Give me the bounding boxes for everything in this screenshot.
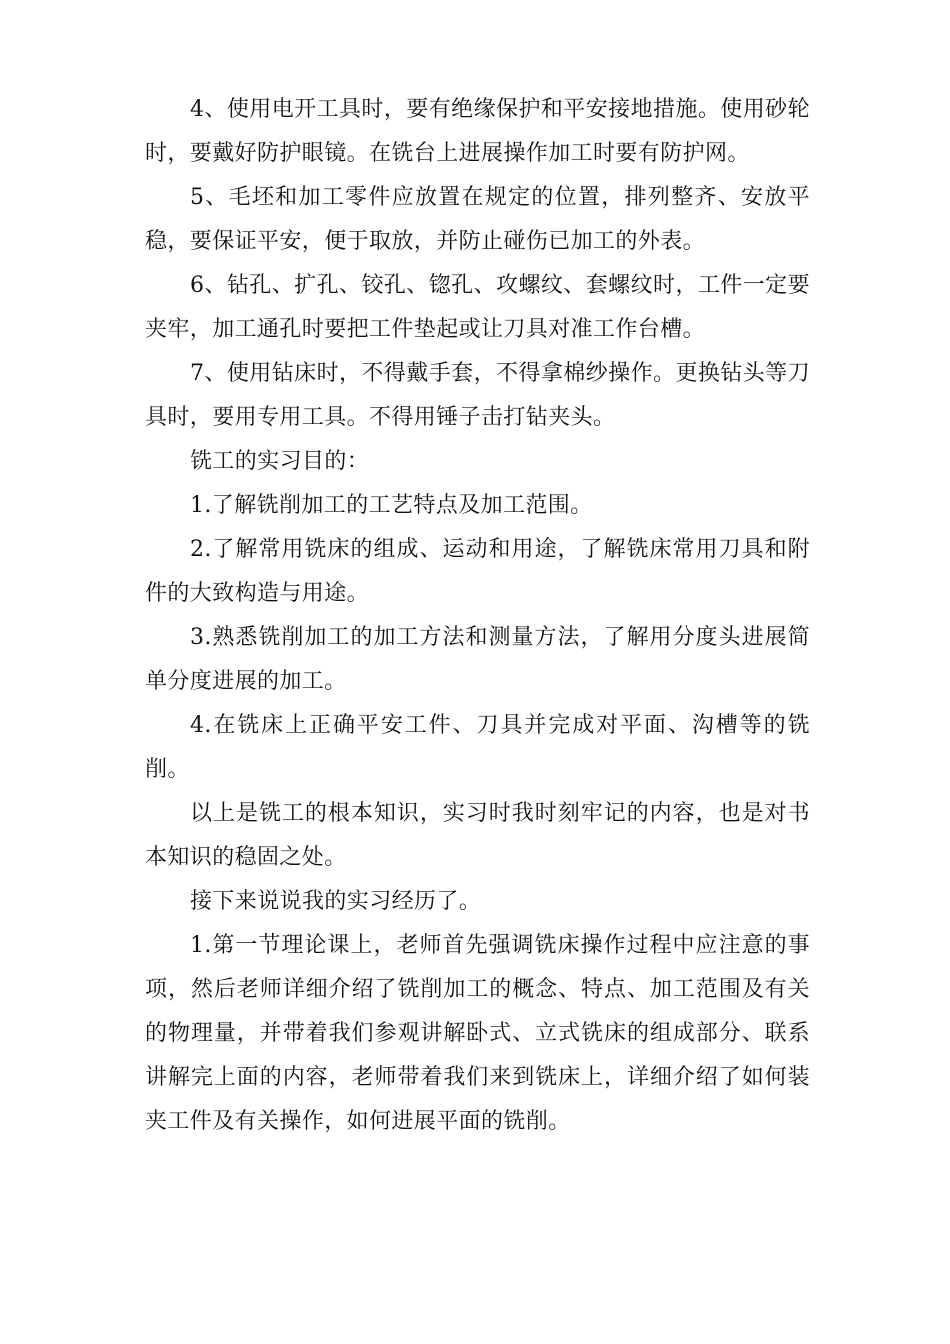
paragraph-safety-rule-6: 6、钻孔、扩孔、铰孔、锪孔、攻螺纹、套螺纹时，工件一定要夹牢，加工通孔时要把工件垫起或让刀具对准工作台槽。 xyxy=(145,273,810,342)
paragraph-summary: 以上是铣工的根本知识，实习时我时刻牢记的内容，也是对书本知识的稳固之处。 xyxy=(145,801,810,870)
paragraph-safety-rule-4: 4、使用电开工具时，要有绝缘保护和平安接地措施。使用砂轮时，要戴好防护眼镜。在铣台上进展操作加工时要有防护网。 xyxy=(145,97,810,166)
paragraph-safety-rule-7: 7、使用钻床时，不得戴手套，不得拿棉纱操作。更换钻头等刀具时，要用专用工具。不得用锤子击打钻夹头。 xyxy=(145,361,810,430)
paragraph-goal-1: 1.了解铣削加工的工艺特点及加工范围。 xyxy=(190,493,593,518)
document-body xyxy=(145,88,810,1144)
paragraph-goal-3: 3.熟悉铣削加工的加工方法和测量方法，了解用分度头进展简单分度进展的加工。 xyxy=(145,625,810,694)
paragraph-experience-1: 1.第一节理论课上，老师首先强调铣床操作过程中应注意的事项，然后老师详细介绍了铣削加工的概念、特点、加工范围及有关的物理量，并带着我们参观讲解卧式、立式铣床的组成部分、联系讲解完上面的内容，老师带着我们来到铣床上，详细介绍了如何装夹工件及有关操作，如何进展平面的铣削。 xyxy=(145,933,810,1134)
paragraph-goal-2: 2.了解常用铣床的组成、运动和用途，了解铣床常用刀具和附件的大致构造与用途。 xyxy=(145,537,810,606)
paragraph-goal-4: 4.在铣床上正确平安工件、刀具并完成对平面、沟槽等的铣削。 xyxy=(145,713,810,782)
paragraph-experience-intro: 接下来说说我的实习经历了。 xyxy=(190,889,482,914)
paragraph-safety-rule-5: 5、毛坯和加工零件应放置在规定的位置，排列整齐、安放平稳，要保证平安，便于取放，并防止碰伤已加工的外表。 xyxy=(145,185,810,254)
section-heading-internship-goals: 铣工的实习目的： xyxy=(190,449,370,474)
